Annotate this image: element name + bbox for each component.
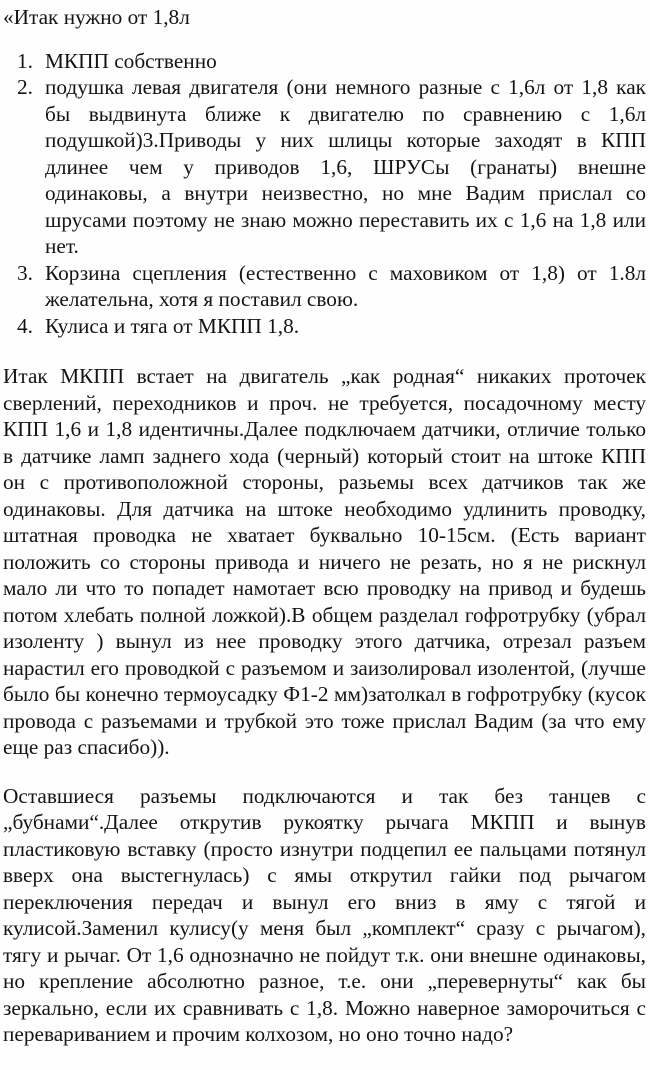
list-item-number: 2.: [17, 75, 33, 99]
list-item-text: МКПП собственно: [45, 48, 217, 73]
list-item: [3, 313, 646, 340]
list-item: [3, 74, 646, 260]
list-item-number: 1.: [17, 48, 33, 73]
list-item-text: Кулиса и тяга от МКПП 1,8.: [45, 313, 300, 338]
list-item: [3, 260, 646, 313]
intro-line: «Итак нужно от 1,8л: [3, 5, 190, 29]
body-paragraph: Оставшиеся разъемы подключаются и так без танцев с „бубнами“.Далее открутив рукоятку рычага МКПП и вынув пластиковую вставку (просто изнутри подцепил ее пальцами потянул вверх она выстегнулась) с ямы открутил гайки под рычагом переключения передач и вынул его вниз в яму с тягой и кулисой.Заменил кулису(у меня был „комплект“ сразу с рычагом), тягу и рычаг. От 1,6 однозначно не пойдут т.к. они внешне одинаковы, но крепление абсолютно разное, т.е. они „перевернуты“ как бы зеркально, если их сравнивать с 1,8. Можно наверное заморочиться с перевариванием и прочим колхозом, но оно точно надо?: [3, 783, 646, 1046]
list-item-number: 4.: [17, 313, 33, 338]
list-item: [3, 48, 646, 75]
body-paragraph: Итак МКПП встает на двигатель „как родная“ никаких проточек сверлений, переходников и проч. не требуется, посадочному месту КПП 1,6 и 1,8 идентичны.Далее подключаем датчики, отличие только в датчике ламп заднего хода (черный) который стоит на штоке КПП он с противоположной стороны, разьемы всех датчиков так же одинаковы. Для датчика на штоке необходимо удлинить проводку, штатная проводка не хватает буквально 10-15см. (Есть вариант положить со стороны привода и ничего не резать, но я не рискнул мало ли что то попадет намотает всю проводку на привод и будешь потом хлебать полной ложкой).В общем разделал гофротрубку (убрал изоленту ) вынул из нее проводку этого датчика, отрезал разъем нарастил его проводкой с разъемом и заизолировал изолентой, (лучше было бы конечно термоусадку Ф1-2 мм)затолкал в гофротрубку (кусок провода с разъемами и трубкой это тоже прислал Вадим (за что ему еще раз спасибо)).: [3, 364, 646, 759]
list-item-text: Корзина сцепления (естественно с маховиком от 1,8) от 1.8л желательна, хотя я поставил свою.: [45, 260, 646, 311]
list-item-text: подушка левая двигателя (они немного разные с 1,6л от 1,8 как бы выдвинута ближе к двигателю по сравнению с 1,6л подушкой)3.Приводы у них шлицы которые заходят в КПП длинее чем у приводов 1,6, ШРУСы (гранаты) внешне одинаковы, а внутри неизвестно, но мне Вадим прислал со шрусами поэтому не знаю можно переставить их с 1,6 на 1,8 или нет.: [45, 75, 646, 258]
parts-list: [3, 48, 646, 340]
list-item-number: 3.: [17, 260, 33, 285]
